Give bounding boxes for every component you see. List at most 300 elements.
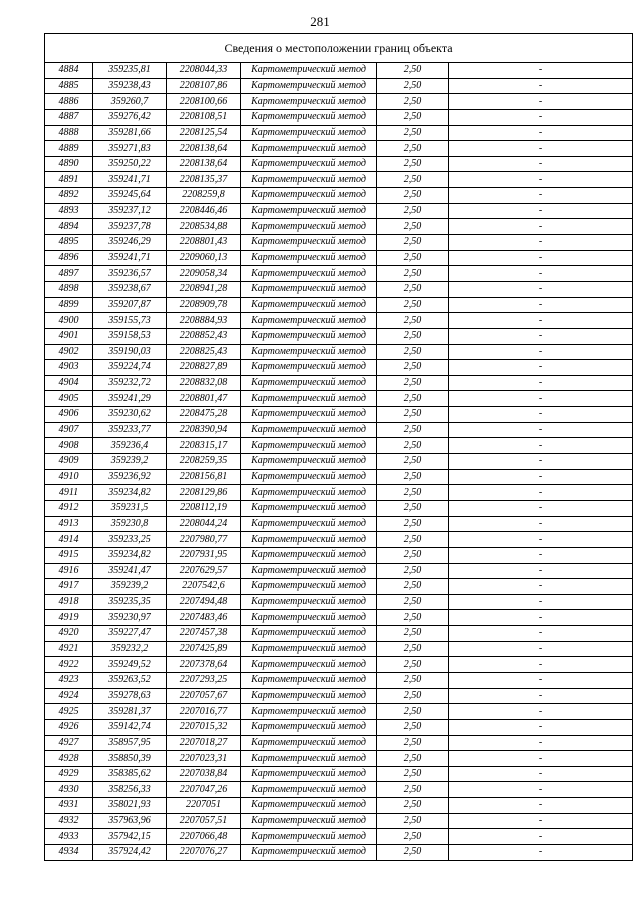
description-cell: - [449, 782, 633, 798]
method-cell: Картометрический метод [241, 704, 377, 720]
y-coordinate-cell: 2208852,43 [167, 328, 241, 344]
y-coordinate-cell: 2208827,89 [167, 360, 241, 376]
description-cell: - [449, 751, 633, 767]
table-row [45, 845, 633, 861]
point-number-cell: 4926 [45, 719, 93, 735]
accuracy-cell: 2,50 [377, 172, 449, 188]
y-coordinate-cell: 2208100,66 [167, 94, 241, 110]
accuracy-cell: 2,50 [377, 626, 449, 642]
table-row [45, 328, 633, 344]
accuracy-cell: 2,50 [377, 485, 449, 501]
x-coordinate-cell: 359234,82 [93, 485, 167, 501]
table-row [45, 391, 633, 407]
description-cell: - [449, 532, 633, 548]
point-number-cell: 4917 [45, 579, 93, 595]
method-cell: Картометрический метод [241, 125, 377, 141]
point-number-cell: 4928 [45, 751, 93, 767]
table-row [45, 469, 633, 485]
table-row [45, 500, 633, 516]
accuracy-cell: 2,50 [377, 516, 449, 532]
point-number-cell: 4913 [45, 516, 93, 532]
y-coordinate-cell: 2208107,86 [167, 78, 241, 94]
x-coordinate-cell: 359232,2 [93, 641, 167, 657]
accuracy-cell: 2,50 [377, 391, 449, 407]
x-coordinate-cell: 359230,97 [93, 610, 167, 626]
accuracy-cell: 2,50 [377, 454, 449, 470]
y-coordinate-cell: 2207047,26 [167, 782, 241, 798]
point-number-cell: 4898 [45, 281, 93, 297]
point-number-cell: 4886 [45, 94, 93, 110]
table-row [45, 579, 633, 595]
method-cell: Картометрический метод [241, 203, 377, 219]
point-number-cell: 4927 [45, 735, 93, 751]
accuracy-cell: 2,50 [377, 438, 449, 454]
x-coordinate-cell: 359238,67 [93, 281, 167, 297]
point-number-cell: 4920 [45, 626, 93, 642]
y-coordinate-cell: 2208138,64 [167, 156, 241, 172]
point-number-cell: 4890 [45, 156, 93, 172]
method-cell: Картометрический метод [241, 219, 377, 235]
table-row [45, 313, 633, 329]
method-cell: Картометрический метод [241, 766, 377, 782]
point-number-cell: 4891 [45, 172, 93, 188]
description-cell: - [449, 219, 633, 235]
x-coordinate-cell: 359241,71 [93, 250, 167, 266]
x-coordinate-cell: 359250,22 [93, 156, 167, 172]
y-coordinate-cell: 2208801,47 [167, 391, 241, 407]
table-row [45, 532, 633, 548]
method-cell: Картометрический метод [241, 657, 377, 673]
point-number-cell: 4887 [45, 109, 93, 125]
x-coordinate-cell: 359236,4 [93, 438, 167, 454]
point-number-cell: 4930 [45, 782, 93, 798]
point-number-cell: 4919 [45, 610, 93, 626]
y-coordinate-cell: 2207293,25 [167, 672, 241, 688]
table-header-row [45, 34, 633, 63]
y-coordinate-cell: 2208259,8 [167, 188, 241, 204]
point-number-cell: 4907 [45, 422, 93, 438]
point-number-cell: 4914 [45, 532, 93, 548]
description-cell: - [449, 422, 633, 438]
description-cell: - [449, 579, 633, 595]
method-cell: Картометрический метод [241, 688, 377, 704]
table-row [45, 751, 633, 767]
table-row [45, 188, 633, 204]
x-coordinate-cell: 359142,74 [93, 719, 167, 735]
accuracy-cell: 2,50 [377, 735, 449, 751]
point-number-cell: 4916 [45, 563, 93, 579]
accuracy-cell: 2,50 [377, 532, 449, 548]
accuracy-cell: 2,50 [377, 297, 449, 313]
method-cell: Картометрический метод [241, 610, 377, 626]
description-cell: - [449, 203, 633, 219]
description-cell: - [449, 391, 633, 407]
table-row [45, 297, 633, 313]
accuracy-cell: 2,50 [377, 719, 449, 735]
x-coordinate-cell: 359245,64 [93, 188, 167, 204]
description-cell: - [449, 141, 633, 157]
table-row [45, 63, 633, 79]
x-coordinate-cell: 358850,39 [93, 751, 167, 767]
y-coordinate-cell: 2207457,38 [167, 626, 241, 642]
description-cell: - [449, 344, 633, 360]
point-number-cell: 4924 [45, 688, 93, 704]
y-coordinate-cell: 2208475,28 [167, 407, 241, 423]
table-row [45, 641, 633, 657]
accuracy-cell: 2,50 [377, 641, 449, 657]
method-cell: Картометрический метод [241, 469, 377, 485]
method-cell: Картометрический метод [241, 78, 377, 94]
description-cell: - [449, 469, 633, 485]
method-cell: Картометрический метод [241, 719, 377, 735]
method-cell: Картометрический метод [241, 391, 377, 407]
point-number-cell: 4893 [45, 203, 93, 219]
table-row [45, 719, 633, 735]
table-row [45, 156, 633, 172]
x-coordinate-cell: 359239,2 [93, 579, 167, 595]
description-cell: - [449, 766, 633, 782]
y-coordinate-cell: 2208129,86 [167, 485, 241, 501]
point-number-cell: 4911 [45, 485, 93, 501]
point-number-cell: 4895 [45, 235, 93, 251]
accuracy-cell: 2,50 [377, 313, 449, 329]
x-coordinate-cell: 359230,8 [93, 516, 167, 532]
point-number-cell: 4933 [45, 829, 93, 845]
point-number-cell: 4901 [45, 328, 93, 344]
description-cell: - [449, 719, 633, 735]
description-cell: - [449, 375, 633, 391]
method-cell: Картометрический метод [241, 344, 377, 360]
method-cell: Картометрический метод [241, 594, 377, 610]
point-number-cell: 4888 [45, 125, 93, 141]
table-row [45, 735, 633, 751]
y-coordinate-cell: 2208315,17 [167, 438, 241, 454]
x-coordinate-cell: 359236,57 [93, 266, 167, 282]
description-cell: - [449, 266, 633, 282]
table-row [45, 563, 633, 579]
description-cell: - [449, 704, 633, 720]
x-coordinate-cell: 359263,52 [93, 672, 167, 688]
method-cell: Картометрический метод [241, 297, 377, 313]
table-row [45, 360, 633, 376]
x-coordinate-cell: 359233,25 [93, 532, 167, 548]
x-coordinate-cell: 359231,5 [93, 500, 167, 516]
accuracy-cell: 2,50 [377, 500, 449, 516]
point-number-cell: 4908 [45, 438, 93, 454]
table-row [45, 266, 633, 282]
x-coordinate-cell: 359246,29 [93, 235, 167, 251]
description-cell: - [449, 360, 633, 376]
y-coordinate-cell: 2208832,08 [167, 375, 241, 391]
table-row [45, 766, 633, 782]
point-number-cell: 4923 [45, 672, 93, 688]
x-coordinate-cell: 359158,53 [93, 328, 167, 344]
x-coordinate-cell: 359239,2 [93, 454, 167, 470]
table-row [45, 594, 633, 610]
accuracy-cell: 2,50 [377, 845, 449, 861]
x-coordinate-cell: 358256,33 [93, 782, 167, 798]
y-coordinate-cell: 2207023,31 [167, 751, 241, 767]
table-row [45, 235, 633, 251]
point-number-cell: 4902 [45, 344, 93, 360]
description-cell: - [449, 845, 633, 861]
y-coordinate-cell: 2208446,46 [167, 203, 241, 219]
y-coordinate-cell: 2207629,57 [167, 563, 241, 579]
accuracy-cell: 2,50 [377, 94, 449, 110]
description-cell: - [449, 485, 633, 501]
point-number-cell: 4912 [45, 500, 93, 516]
description-cell: - [449, 657, 633, 673]
description-cell: - [449, 297, 633, 313]
y-coordinate-cell: 2207015,32 [167, 719, 241, 735]
x-coordinate-cell: 359236,92 [93, 469, 167, 485]
table-row [45, 626, 633, 642]
x-coordinate-cell: 357963,96 [93, 813, 167, 829]
method-cell: Картометрический метод [241, 547, 377, 563]
point-number-cell: 4925 [45, 704, 93, 720]
method-cell: Картометрический метод [241, 235, 377, 251]
accuracy-cell: 2,50 [377, 203, 449, 219]
table-row [45, 203, 633, 219]
accuracy-cell: 2,50 [377, 328, 449, 344]
accuracy-cell: 2,50 [377, 813, 449, 829]
method-cell: Картометрический метод [241, 563, 377, 579]
description-cell: - [449, 250, 633, 266]
accuracy-cell: 2,50 [377, 751, 449, 767]
y-coordinate-cell: 2208112,19 [167, 500, 241, 516]
x-coordinate-cell: 359235,81 [93, 63, 167, 79]
accuracy-cell: 2,50 [377, 563, 449, 579]
y-coordinate-cell: 2207018,27 [167, 735, 241, 751]
y-coordinate-cell: 2207057,67 [167, 688, 241, 704]
table-row [45, 344, 633, 360]
description-cell: - [449, 109, 633, 125]
method-cell: Картометрический метод [241, 328, 377, 344]
method-cell: Картометрический метод [241, 172, 377, 188]
table-row [45, 438, 633, 454]
x-coordinate-cell: 359237,78 [93, 219, 167, 235]
y-coordinate-cell: 2208884,93 [167, 313, 241, 329]
x-coordinate-cell: 359260,7 [93, 94, 167, 110]
y-coordinate-cell: 2207016,77 [167, 704, 241, 720]
table-row [45, 281, 633, 297]
accuracy-cell: 2,50 [377, 281, 449, 297]
table-row [45, 407, 633, 423]
accuracy-cell: 2,50 [377, 375, 449, 391]
table-row [45, 94, 633, 110]
point-number-cell: 4904 [45, 375, 93, 391]
point-number-cell: 4897 [45, 266, 93, 282]
method-cell: Картометрический метод [241, 829, 377, 845]
description-cell: - [449, 798, 633, 814]
accuracy-cell: 2,50 [377, 657, 449, 673]
accuracy-cell: 2,50 [377, 422, 449, 438]
accuracy-cell: 2,50 [377, 407, 449, 423]
method-cell: Картометрический метод [241, 422, 377, 438]
y-coordinate-cell: 2208156,81 [167, 469, 241, 485]
table-row [45, 485, 633, 501]
method-cell: Картометрический метод [241, 813, 377, 829]
y-coordinate-cell: 2207931,95 [167, 547, 241, 563]
method-cell: Картометрический метод [241, 782, 377, 798]
point-number-cell: 4892 [45, 188, 93, 204]
description-cell: - [449, 235, 633, 251]
method-cell: Картометрический метод [241, 407, 377, 423]
point-number-cell: 4903 [45, 360, 93, 376]
x-coordinate-cell: 359249,52 [93, 657, 167, 673]
method-cell: Картометрический метод [241, 641, 377, 657]
method-cell: Картометрический метод [241, 798, 377, 814]
method-cell: Картометрический метод [241, 375, 377, 391]
x-coordinate-cell: 359232,72 [93, 375, 167, 391]
x-coordinate-cell: 359233,77 [93, 422, 167, 438]
x-coordinate-cell: 357924,42 [93, 845, 167, 861]
y-coordinate-cell: 2208135,37 [167, 172, 241, 188]
accuracy-cell: 2,50 [377, 594, 449, 610]
method-cell: Картометрический метод [241, 672, 377, 688]
y-coordinate-cell: 2209058,34 [167, 266, 241, 282]
x-coordinate-cell: 358021,93 [93, 798, 167, 814]
y-coordinate-cell: 2208259,35 [167, 454, 241, 470]
table-body [45, 63, 633, 861]
point-number-cell: 4934 [45, 845, 93, 861]
x-coordinate-cell: 359207,87 [93, 297, 167, 313]
accuracy-cell: 2,50 [377, 829, 449, 845]
point-number-cell: 4931 [45, 798, 93, 814]
method-cell: Картометрический метод [241, 532, 377, 548]
y-coordinate-cell: 2208138,64 [167, 141, 241, 157]
x-coordinate-cell: 359230,62 [93, 407, 167, 423]
accuracy-cell: 2,50 [377, 469, 449, 485]
y-coordinate-cell: 2207494,48 [167, 594, 241, 610]
description-cell: - [449, 516, 633, 532]
y-coordinate-cell: 2207980,77 [167, 532, 241, 548]
y-coordinate-cell: 2208801,43 [167, 235, 241, 251]
description-cell: - [449, 313, 633, 329]
accuracy-cell: 2,50 [377, 63, 449, 79]
y-coordinate-cell: 2208825,43 [167, 344, 241, 360]
accuracy-cell: 2,50 [377, 156, 449, 172]
description-cell: - [449, 500, 633, 516]
method-cell: Картометрический метод [241, 250, 377, 266]
y-coordinate-cell: 2207076,27 [167, 845, 241, 861]
x-coordinate-cell: 359276,42 [93, 109, 167, 125]
method-cell: Картометрический метод [241, 188, 377, 204]
method-cell: Картометрический метод [241, 63, 377, 79]
description-cell: - [449, 641, 633, 657]
y-coordinate-cell: 2208108,51 [167, 109, 241, 125]
accuracy-cell: 2,50 [377, 704, 449, 720]
method-cell: Картометрический метод [241, 626, 377, 642]
accuracy-cell: 2,50 [377, 125, 449, 141]
accuracy-cell: 2,50 [377, 250, 449, 266]
point-number-cell: 4905 [45, 391, 93, 407]
description-cell: - [449, 672, 633, 688]
table-row [45, 454, 633, 470]
point-number-cell: 4894 [45, 219, 93, 235]
point-number-cell: 4921 [45, 641, 93, 657]
accuracy-cell: 2,50 [377, 141, 449, 157]
accuracy-cell: 2,50 [377, 782, 449, 798]
x-coordinate-cell: 357942,15 [93, 829, 167, 845]
x-coordinate-cell: 358385,62 [93, 766, 167, 782]
y-coordinate-cell: 2207066,48 [167, 829, 241, 845]
accuracy-cell: 2,50 [377, 109, 449, 125]
x-coordinate-cell: 359235,35 [93, 594, 167, 610]
point-number-cell: 4909 [45, 454, 93, 470]
method-cell: Картометрический метод [241, 109, 377, 125]
point-number-cell: 4885 [45, 78, 93, 94]
point-number-cell: 4932 [45, 813, 93, 829]
y-coordinate-cell: 2208125,54 [167, 125, 241, 141]
x-coordinate-cell: 359281,66 [93, 125, 167, 141]
table-row [45, 219, 633, 235]
method-cell: Картометрический метод [241, 266, 377, 282]
x-coordinate-cell: 359241,29 [93, 391, 167, 407]
description-cell: - [449, 594, 633, 610]
table-row [45, 125, 633, 141]
accuracy-cell: 2,50 [377, 766, 449, 782]
accuracy-cell: 2,50 [377, 547, 449, 563]
y-coordinate-cell: 2208534,88 [167, 219, 241, 235]
x-coordinate-cell: 359237,12 [93, 203, 167, 219]
table-row [45, 172, 633, 188]
point-number-cell: 4906 [45, 407, 93, 423]
y-coordinate-cell: 2209060,13 [167, 250, 241, 266]
description-cell: - [449, 63, 633, 79]
method-cell: Картометрический метод [241, 500, 377, 516]
table-row [45, 704, 633, 720]
method-cell: Картометрический метод [241, 156, 377, 172]
y-coordinate-cell: 2208044,33 [167, 63, 241, 79]
table-row [45, 813, 633, 829]
x-coordinate-cell: 359278,63 [93, 688, 167, 704]
point-number-cell: 4896 [45, 250, 93, 266]
x-coordinate-cell: 358957,95 [93, 735, 167, 751]
y-coordinate-cell: 2207425,89 [167, 641, 241, 657]
method-cell: Картометрический метод [241, 438, 377, 454]
table-row [45, 109, 633, 125]
description-cell: - [449, 829, 633, 845]
table-row [45, 78, 633, 94]
table-row [45, 688, 633, 704]
table-row [45, 375, 633, 391]
description-cell: - [449, 78, 633, 94]
accuracy-cell: 2,50 [377, 798, 449, 814]
x-coordinate-cell: 359241,71 [93, 172, 167, 188]
table-title: Сведения о местоположении границ объекта [45, 34, 633, 63]
accuracy-cell: 2,50 [377, 344, 449, 360]
point-number-cell: 4915 [45, 547, 93, 563]
method-cell: Картометрический метод [241, 94, 377, 110]
description-cell: - [449, 547, 633, 563]
description-cell: - [449, 188, 633, 204]
description-cell: - [449, 407, 633, 423]
y-coordinate-cell: 2208909,78 [167, 297, 241, 313]
table-row [45, 141, 633, 157]
y-coordinate-cell: 2207038,84 [167, 766, 241, 782]
point-number-cell: 4900 [45, 313, 93, 329]
point-number-cell: 4922 [45, 657, 93, 673]
point-number-cell: 4884 [45, 63, 93, 79]
accuracy-cell: 2,50 [377, 188, 449, 204]
description-cell: - [449, 813, 633, 829]
table-row [45, 516, 633, 532]
description-cell: - [449, 610, 633, 626]
description-cell: - [449, 125, 633, 141]
description-cell: - [449, 438, 633, 454]
y-coordinate-cell: 2207542,6 [167, 579, 241, 595]
